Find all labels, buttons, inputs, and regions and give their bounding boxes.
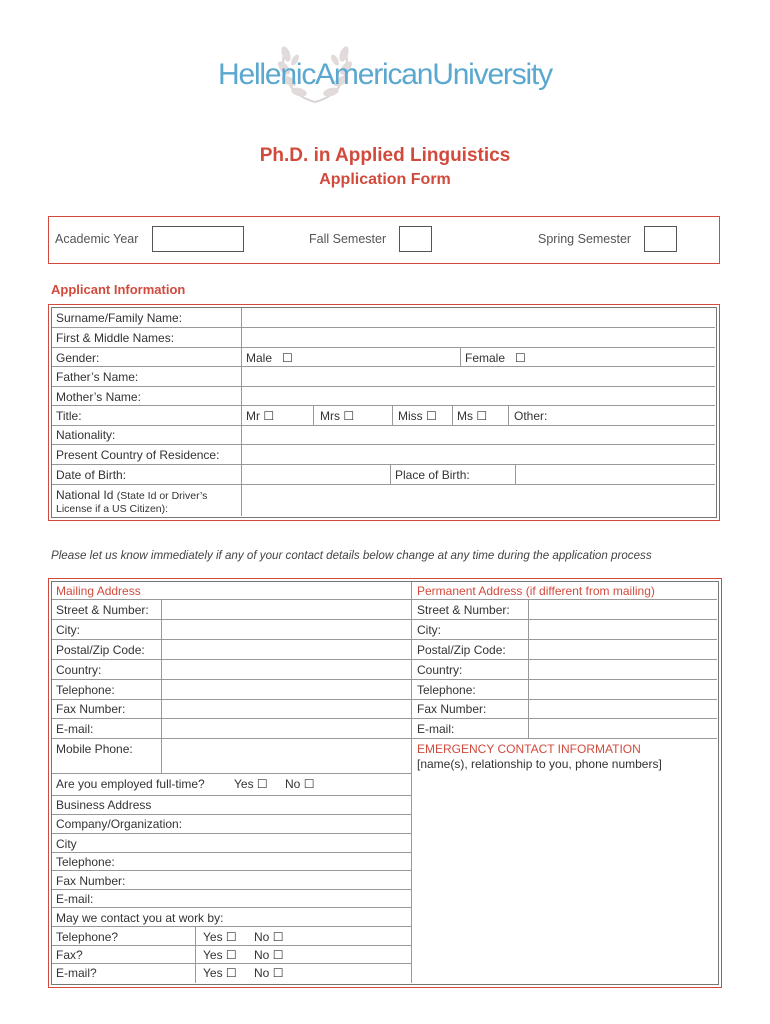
work-tel-no-label: No [254, 930, 270, 944]
country-residence-field[interactable] [242, 445, 715, 464]
national-id-field[interactable] [242, 485, 715, 516]
title-other-label: Other: [514, 409, 548, 423]
emergency-contact-note: [name(s), relationship to you, phone numbers] [417, 757, 662, 771]
business-address-label: Business Address [56, 798, 152, 812]
permanent-fax-label: Fax Number: [417, 702, 487, 716]
nationality-field[interactable] [242, 426, 715, 444]
title-ms-option[interactable] [457, 409, 487, 423]
work-tel-yes-checkbox[interactable]: ☐ [225, 930, 237, 944]
fathers-name-label: Father’s Name: [56, 370, 139, 384]
business-telephone-label: Telephone: [56, 855, 115, 869]
mr-label: Mr [246, 409, 260, 423]
miss-label: Miss [398, 409, 423, 423]
date-of-birth-field[interactable] [242, 465, 390, 484]
work-telephone-question: Telephone? [56, 930, 119, 944]
spring-semester-label: Spring Semester [538, 232, 632, 246]
employed-yes-checkbox[interactable]: ☐ [256, 777, 268, 791]
applicant-info-heading: Applicant Information [51, 282, 186, 297]
contact-at-work-label: May we contact you at work by: [56, 911, 224, 925]
program-title: Ph.D. in Applied Linguistics [259, 145, 511, 166]
mailing-fax-label: Fax Number: [56, 702, 126, 716]
fathers-name-field[interactable] [242, 367, 715, 386]
work-email-no-checkbox[interactable]: ☐ [272, 966, 284, 980]
mothers-name-field[interactable] [242, 387, 715, 405]
permanent-telephone-label: Telephone: [417, 683, 476, 697]
title-label: Title: [56, 409, 82, 423]
title-mrs-option[interactable] [320, 409, 354, 423]
mailing-postal-label: Postal/Zip Code: [56, 643, 145, 657]
employed-yes-option[interactable] [234, 777, 268, 791]
permanent-address-heading: Permanent Address (if different from mailing) [417, 584, 655, 598]
employed-question: Are you employed full-time? [56, 777, 205, 791]
work-tel-yes-label: Yes [203, 930, 223, 944]
gender-male-option[interactable] [246, 351, 293, 365]
work-email-no-label: No [254, 966, 270, 980]
work-fax-yes-option[interactable] [203, 948, 237, 962]
academic-year-section [48, 216, 720, 264]
work-fax-yes-checkbox[interactable]: ☐ [225, 948, 237, 962]
employed-yes-label: Yes [234, 777, 254, 791]
place-of-birth-label: Place of Birth: [395, 468, 470, 482]
country-residence-label: Present Country of Residence: [56, 448, 220, 462]
fall-semester-checkbox[interactable] [399, 226, 432, 252]
form-title: Application Form [319, 171, 451, 188]
employed-no-checkbox[interactable]: ☐ [303, 777, 315, 791]
national-id-note-line1: (State Id or Driver’s [116, 490, 208, 502]
business-fax-label: Fax Number: [56, 874, 126, 888]
permanent-city-label: City: [417, 623, 441, 637]
permanent-postal-label: Postal/Zip Code: [417, 643, 506, 657]
mr-checkbox[interactable]: ☐ [263, 409, 275, 423]
gender-female-option[interactable] [465, 351, 526, 365]
ms-checkbox[interactable]: ☐ [476, 409, 488, 423]
work-fax-no-checkbox[interactable]: ☐ [272, 948, 284, 962]
male-checkbox[interactable]: ☐ [282, 351, 293, 365]
national-id-label [56, 488, 207, 502]
permanent-country-label: Country: [417, 663, 463, 677]
work-tel-no-option[interactable] [254, 930, 283, 944]
work-email-no-option[interactable] [254, 966, 283, 980]
emergency-contact-heading: EMERGENCY CONTACT INFORMATION [417, 742, 641, 756]
mailing-email-label: E-mail: [56, 722, 94, 736]
business-email-label: E-mail: [56, 892, 94, 906]
permanent-email-label: E-mail: [417, 722, 455, 736]
first-middle-names-field[interactable] [242, 328, 715, 347]
work-tel-no-checkbox[interactable]: ☐ [272, 930, 284, 944]
employed-no-option[interactable] [285, 777, 314, 791]
business-city-label: City [56, 837, 77, 851]
academic-year-field[interactable] [152, 226, 244, 252]
surname-label: Surname/Family Name: [56, 311, 183, 325]
logo-text: HellenicAmericanUniversity [218, 58, 552, 91]
contact-change-notice: Please let us know immediately if any of your contact details below change at any time during the application process [51, 549, 652, 562]
mobile-phone-label: Mobile Phone: [56, 742, 133, 756]
work-email-yes-checkbox[interactable]: ☐ [225, 966, 237, 980]
national-id-text: National Id [56, 488, 114, 502]
academic-year-label: Academic Year [55, 232, 139, 246]
mothers-name-label: Mother’s Name: [56, 390, 141, 404]
female-label: Female [465, 351, 506, 365]
nationality-label: Nationality: [56, 428, 116, 442]
spring-semester-checkbox[interactable] [644, 226, 677, 252]
permanent-street-label: Street & Number: [417, 603, 510, 617]
female-checkbox[interactable]: ☐ [515, 351, 526, 365]
male-label: Male [246, 351, 273, 365]
miss-checkbox[interactable]: ☐ [426, 409, 437, 423]
surname-field[interactable] [242, 308, 715, 327]
mrs-checkbox[interactable]: ☐ [343, 409, 355, 423]
mailing-country-label: Country: [56, 663, 102, 677]
mailing-city-label: City: [56, 623, 80, 637]
work-email-yes-option[interactable] [203, 966, 237, 980]
title-miss-option[interactable] [398, 409, 437, 423]
fall-semester-label: Fall Semester [309, 232, 387, 246]
mrs-label: Mrs [320, 409, 340, 423]
national-id-note-line2: License if a US Citizen): [56, 503, 169, 515]
company-label: Company/Organization: [56, 817, 183, 831]
work-fax-no-label: No [254, 948, 270, 962]
first-middle-names-label: First & Middle Names: [56, 331, 175, 345]
gender-label: Gender: [56, 351, 100, 365]
work-fax-question: Fax? [56, 948, 83, 962]
place-of-birth-field[interactable] [516, 465, 715, 484]
work-email-question: E-mail? [56, 966, 97, 980]
work-tel-yes-option[interactable] [203, 930, 237, 944]
work-fax-yes-label: Yes [203, 948, 223, 962]
work-email-yes-label: Yes [203, 966, 223, 980]
mailing-street-label: Street & Number: [56, 603, 149, 617]
mailing-telephone-label: Telephone: [56, 683, 115, 697]
ms-label: Ms [457, 409, 473, 423]
title-mr-option[interactable] [246, 409, 274, 423]
date-of-birth-label: Date of Birth: [56, 468, 127, 482]
work-fax-no-option[interactable] [254, 948, 283, 962]
employed-no-label: No [285, 777, 301, 791]
mailing-address-heading: Mailing Address [56, 584, 141, 598]
